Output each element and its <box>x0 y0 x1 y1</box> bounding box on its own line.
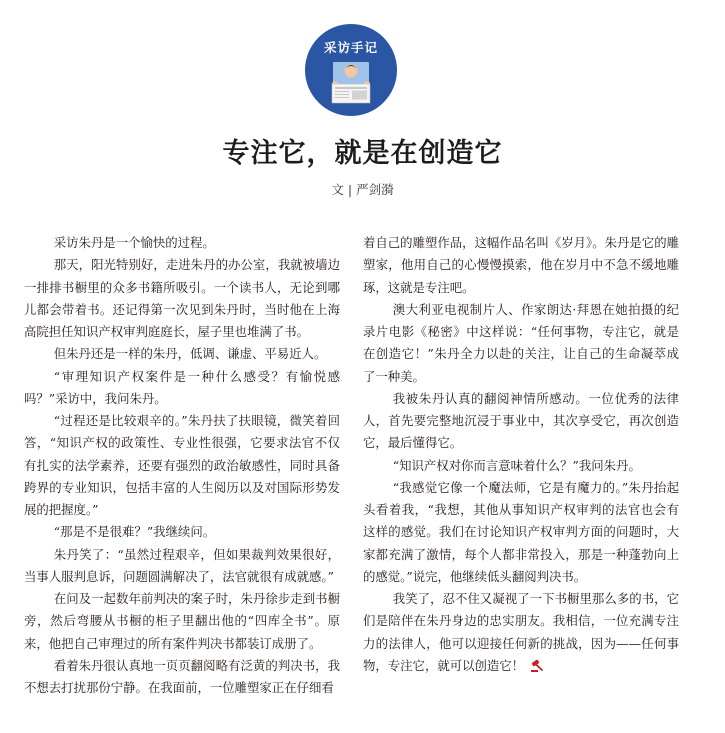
article-byline: 文 | 严剑漪 <box>331 182 394 197</box>
paragraph: 采访朱丹是一个愉快的过程。 <box>53 235 215 250</box>
paragraph: “过程还是比较艰辛的。”朱丹扶了扶眼镜，微笑着回答，“知识产权的政策性、专业性很强，它要求法官不仅有扎实的法学素养，还要有强烈的政治敏感性，同时具备跨界的专业知识，包括丰富的人生阅历以及对国际形势发展的把握度。” <box>24 413 340 517</box>
paragraph: 着自己的雕塑作品，这幅作品名叫《岁月》。朱丹是它的雕塑家，他用自己的心慢慢摸索，他在岁月中不急不缓地雕琢，这就是专注吧。 <box>363 235 679 295</box>
column-badge <box>305 24 397 116</box>
article-column-left <box>24 232 340 699</box>
paragraph: “那是不是很难？”我继续问。 <box>53 524 216 540</box>
final-paragraph <box>363 588 679 677</box>
paragraph-text: 我笑了，忍不住又凝视了一下书橱里那么多的书，它们是陪伴在朱丹身边的忠实朋友。我相信，一位充满专注力的法律人，他可以迎接任何新的挑战，因为——任何事物，专注它，就可以创造它！ <box>363 591 679 673</box>
paragraph: “审理知识产权案件是一种什么感受？有愉悦感吗？”采访中，我问朱丹。 <box>24 368 340 406</box>
paragraph: 但朱丹还是一样的朱丹，低调、谦虚、平易近人。 <box>53 346 327 362</box>
article-title: 专注它，就是在创造它 <box>222 138 503 169</box>
badge-label: 采访手记 <box>323 40 378 55</box>
gavel-end-mark-icon <box>530 659 546 673</box>
paragraph: “知识产权对你而言意味着什么？”我问朱丹。 <box>392 457 641 473</box>
paragraph: 我被朱丹认真的翻阅神情所感动。一位优秀的法律人，首先要完整地沉浸于事业中，其次享受它，再次创造它，最后懂得它。 <box>363 390 679 451</box>
paragraph: 朱丹笑了：“虽然过程艰辛，但如果裁判效果很好，当事人服判息诉，问题圆满解决了，法官就很有成就感。” <box>24 546 340 584</box>
paragraph: 看着朱丹很认真地一页页翻阅略有泛黄的判决书，我不想去打扰那份宁静。在我面前，一位雕塑家正在仔细看 <box>24 657 340 695</box>
article-column-right <box>363 232 679 677</box>
paragraph: “我感觉它像一个魔法师，它是有魔力的。”朱丹抬起头看着我，“我想，其他从事知识产权审判的法官也会有这样的感觉。我们在讨论知识产权审判方面的问题时，大家都充满了激情，每个人都非常投入，那是一种蓬勃向上的感觉。”说完，他继续低头翻阅判决书。 <box>363 479 679 584</box>
paragraph: 在问及一起数年前判决的案子时，朱丹徐步走到书橱旁，然后弯腰从书橱的柜子里翻出他的“四库全书”。原来，他把自己审理过的所有案件判决书都装订成册了。 <box>24 591 340 651</box>
paragraph: 澳大利亚电视制片人、作家朗达·拜恩在她拍摄的纪录片电影《秘密》中这样说：“任何事物，专注它，就是在创造它！”朱丹全力以赴的关注，让自己的生命凝萃成了一种美。 <box>363 301 679 384</box>
paragraph: 那天，阳光特别好，走进朱丹的办公室，我就被墙边一排排书橱里的众多书籍所吸引。一个读书人，无论到哪儿都会带着书。还记得第一次见到朱丹时，当时他在上海高院担任知识产权审判庭庭长，屋子里也堆满了书。 <box>24 257 340 339</box>
